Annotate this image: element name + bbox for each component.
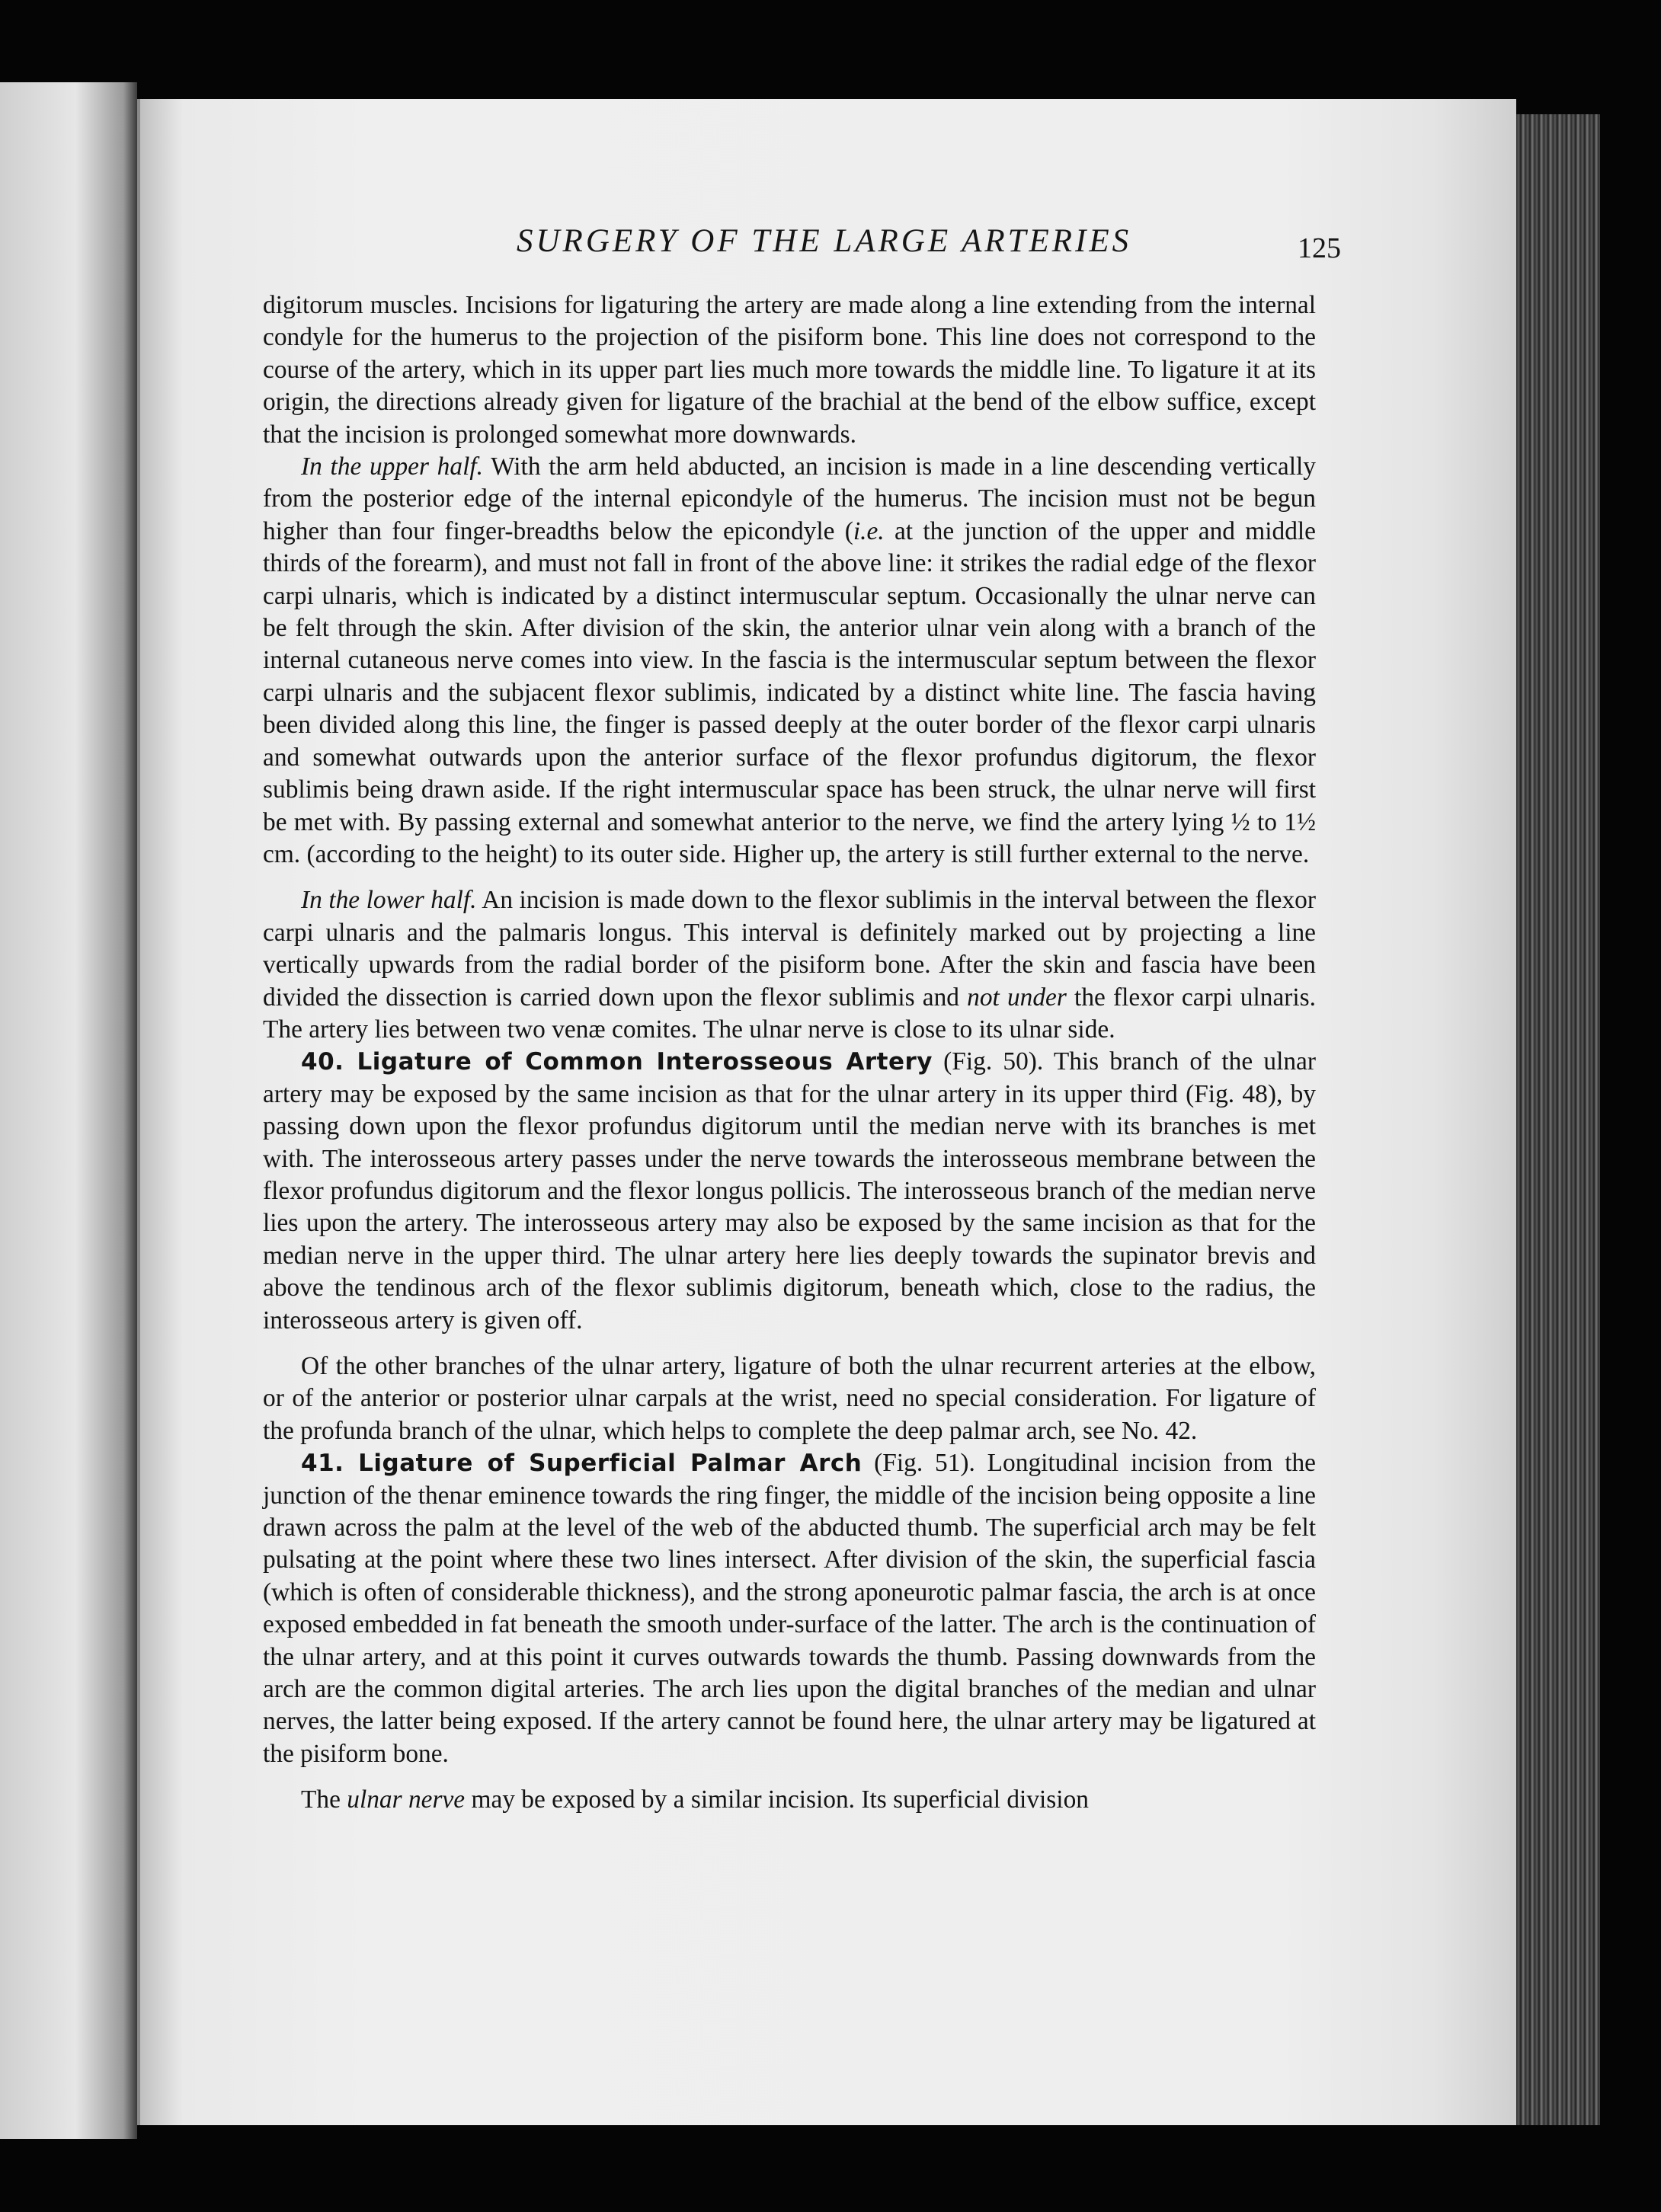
- paragraph: [263, 289, 1316, 451]
- paragraph: [263, 1447, 1316, 1770]
- page-stack-edges: [1516, 114, 1600, 2125]
- running-header: [259, 222, 1341, 268]
- paragraph: [263, 451, 1316, 871]
- page-number: 125: [1298, 232, 1341, 264]
- emphasis: not under: [967, 983, 1067, 1012]
- paragraph-text: may be exposed by a similar incision. Its superficial division: [465, 1785, 1089, 1814]
- paragraph-text: Of the other branches of the ulnar artery, ligature of both the ulnar recurrent arteries at the elbow, or of the anterior or posterior ulnar carpals at the wrist, need no special consideration. For ligature of the profunda branch of the ulnar, which helps to complete the deep palmar arch, see No. 42.: [263, 1352, 1316, 1445]
- emphasis: ulnar nerve: [347, 1785, 466, 1814]
- paragraph-text: (Fig. 50). This branch of the ulnar artery may be exposed by the same incision as that for the ulnar artery in its upper third (Fig. 48), by passing down upon the flexor profundus digitorum until the median nerve with its branches is met with. The interosseous artery passes under the nerve towards the interosseous membrane between the flexor profundus digitorum and the flexor longus pollicis. The interosseous branch of the median nerve lies upon the artery. The interosseous artery may also be exposed by the same incision as that for the median nerve in the upper third. The ulnar artery here lies deeply towards the supinator brevis and above the tendinous arch of the flexor sublimis digitorum, beneath which, close to the radius, the interosseous artery is given off.: [263, 1047, 1316, 1335]
- left-page-edge: [0, 82, 137, 2139]
- paragraph: [263, 1351, 1316, 1447]
- paragraph-text: the flexor carpi ulnaris. The artery lies between two venæ comites. The ulnar nerve is close to its ulnar side.: [263, 983, 1317, 1044]
- paragraph-text: The: [301, 1785, 347, 1814]
- subheading-upper-half: In the upper half.: [301, 452, 483, 481]
- body-text: [263, 289, 1316, 1817]
- section-heading-41: 41. Ligature of Superficial Palmar Arch: [301, 1450, 863, 1478]
- abbreviation: i.e.: [853, 516, 885, 545]
- paragraph-text: With the arm held abducted, an incision is made in a line descending vertically from the posterior edge of the internal epicondyle of the humerus. The incision must not be begun higher than four finger-breadths below the epicondyle (: [263, 452, 1317, 545]
- paragraph-text: (Fig. 51). Longitudinal incision from the junction of the thenar eminence towards the ring finger, the middle of the incision being opposite a line drawn across the palm at the level of the web of the abducted thumb. The superficial arch may be felt pulsating at the point where these two lines intersect. After division of the skin, the superficial fascia (which is often of considerable thickness), and the strong aponeurotic palmar fascia, the arch is at once exposed embedded in fat beneath the smooth under-surface of the latter. The arch is the continuation of the ulnar artery, and at this point it curves outwards towards the thumb. Passing downwards from the arch are the common digital arteries. The arch lies upon the digital branches of the median and ulnar nerves, the latter being exposed. If the artery cannot be found here, the ulnar artery may be ligatured at the pisiform bone.: [263, 1449, 1316, 1768]
- paragraph: [263, 1784, 1316, 1816]
- paragraph-text: at the junction of the upper and middle thirds of the forearm), and must not fall in front of the above line: it strikes the radial edge of the flexor carpi ulnaris, which is indicated by a distinct intermuscular septum. Occasionally the ulnar nerve can be felt through the skin. After division of the skin, the anterior ulnar vein along with a branch of the internal cutaneous nerve comes into view. In the fascia is the intermuscular septum between the flexor carpi ulnaris and the subjacent flexor sublimis, indicated by a distinct white line. The fascia having been divided along this line, the finger is passed deeply at the outer border of the flexor carpi ulnaris and somewhat outwards upon the anterior surface of the flexor profundus digitorum, the flexor sublimis being drawn aside. If the right intermuscular space has been struck, the ulnar nerve will first be met with. By passing external and somewhat anterior to the nerve, we find the artery lying ½ to 1½ cm. (according to the height) to its outer side. Higher up, the artery is still further external to the nerve.: [263, 516, 1316, 868]
- section-heading-40: 40. Ligature of Common Interosseous Artery: [301, 1048, 933, 1076]
- subheading-lower-half: In the lower half.: [301, 886, 477, 915]
- paragraph: [263, 884, 1316, 1046]
- gutter-shadow: [137, 99, 140, 2125]
- paragraph: [263, 1046, 1316, 1337]
- paragraph-text: digitorum muscles. Incisions for ligaturing the artery are made along a line extending from the internal condyle for the humerus to the projection of the pisiform bone. This line does not correspond to the course of the artery, which in its upper part lies much more towards the middle line. To ligature it at its origin, the directions already given for ligature of the brachial at the bend of the elbow suffice, except that the incision is prolonged somewhat more downwards.: [263, 291, 1316, 449]
- running-title: SURGERY OF THE LARGE ARTERIES: [517, 223, 1132, 259]
- paragraph-text: An incision is made down to the flexor sublimis in the interval between the flexor carpi ulnaris and the palmaris longus. This interval is definitely marked out by projecting a line vertically upwards from the radial border of the pisiform bone. After the skin and fascia have been divided the dissection is carried down upon the flexor sublimis and: [263, 886, 1316, 1012]
